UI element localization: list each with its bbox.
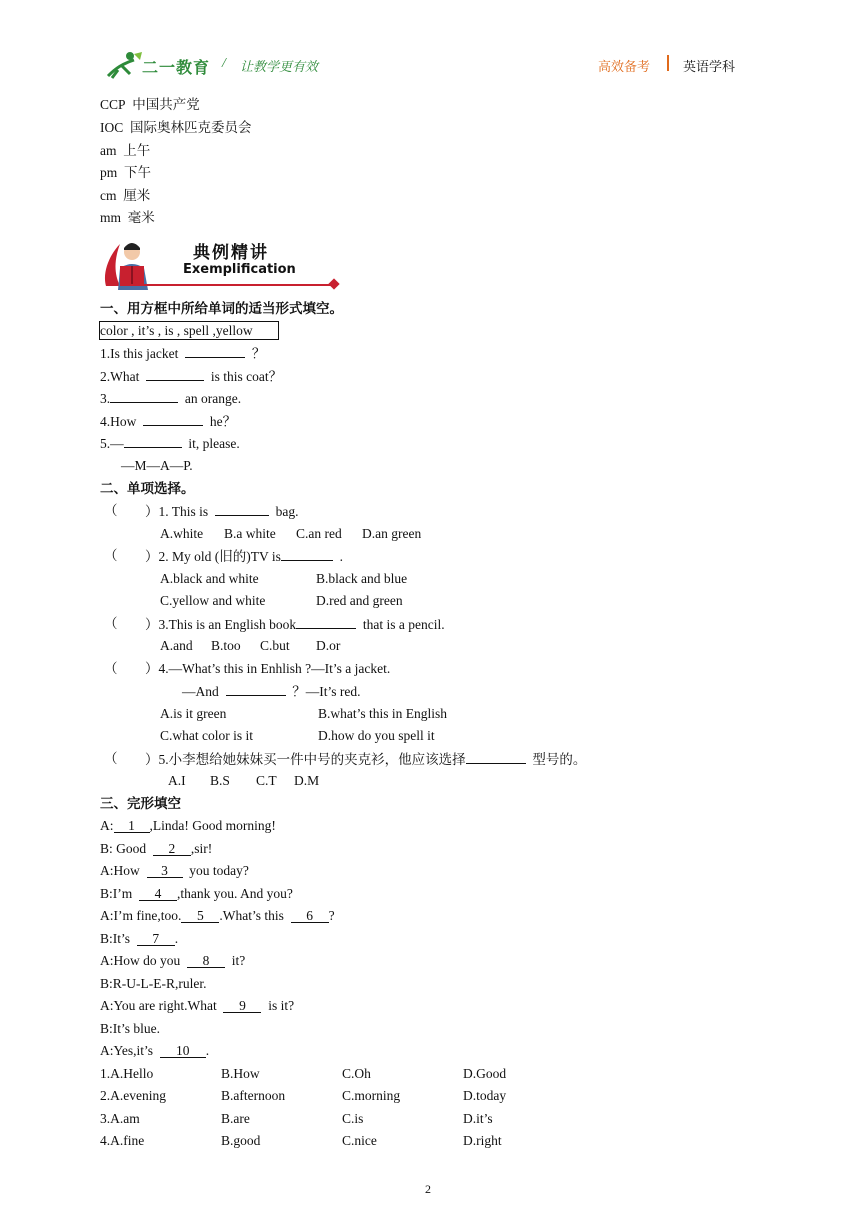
cloze-blank[interactable]: 6 <box>291 909 329 923</box>
option[interactable]: D.M <box>294 773 320 788</box>
mc-question: ）5.小李想给她妹妹买一件中号的夹克衫，他应该选择 型号的。 <box>145 752 587 767</box>
option[interactable]: D.or <box>316 638 341 653</box>
section2-heading: 二、单项选择。 <box>100 481 195 497</box>
option[interactable]: A.is it green <box>160 706 227 721</box>
cloze-blank[interactable]: 7 <box>137 932 175 946</box>
abbr-row: pm 下午 <box>100 165 152 180</box>
option[interactable]: C.what color is it <box>160 728 253 743</box>
answer-paren[interactable]: （ <box>104 548 118 563</box>
answer-paren[interactable]: （ <box>104 616 118 631</box>
option[interactable]: D.Good <box>463 1066 507 1081</box>
header-right-orange: 高效备考 <box>598 60 651 75</box>
cloze-blank[interactable]: 3 <box>147 864 183 878</box>
banner-diamond <box>328 278 339 289</box>
word-box-text: color , it’s , is , spell ,yellow <box>100 323 253 338</box>
blank <box>466 750 526 764</box>
cloze-blank[interactable]: 5 <box>181 909 219 923</box>
slogan: 让教学更有效 <box>240 60 319 75</box>
s1-item: 1.Is this jacket ？ <box>100 346 266 361</box>
answer-paren[interactable]: （ <box>104 661 118 676</box>
blank[interactable] <box>185 344 245 358</box>
dialogue-line: A:Yes,it’s 10 . <box>100 1043 210 1058</box>
dialogue-line: A:You are right.What 9 is it? <box>100 998 295 1013</box>
option[interactable]: B.black and blue <box>316 571 408 586</box>
dialogue-line: B:It’s blue. <box>100 1021 160 1036</box>
blank[interactable] <box>143 412 203 426</box>
option[interactable]: A.I <box>168 773 186 788</box>
option[interactable]: C.but <box>260 638 290 653</box>
option[interactable]: C.is <box>342 1111 364 1126</box>
option[interactable]: B.a white <box>224 526 276 541</box>
option[interactable]: D.red and green <box>316 593 403 608</box>
cloze-blank[interactable]: 8 <box>187 954 225 968</box>
option[interactable]: 3.A.am <box>100 1111 140 1126</box>
option[interactable]: A.and <box>160 638 193 653</box>
dialogue-line: A: 1 ,Linda! Good morning! <box>100 818 276 833</box>
option[interactable]: B.are <box>221 1111 250 1126</box>
option[interactable]: D.an green <box>362 526 422 541</box>
banner-title-cn: 典例精讲 <box>193 243 269 263</box>
option[interactable]: C.Oh <box>342 1066 371 1081</box>
option[interactable]: C.an red <box>296 526 342 541</box>
abbr-row: am 上午 <box>100 143 151 158</box>
dialogue-line: B:R-U-L-E-R,ruler. <box>100 976 207 991</box>
blank <box>226 682 286 696</box>
abbr-row: mm 毫米 <box>100 210 155 225</box>
abbr-row: cm 厘米 <box>100 188 151 203</box>
s1-answer-line: —M—A—P. <box>121 458 193 473</box>
option[interactable]: C.yellow and white <box>160 593 266 608</box>
runner-logo-icon <box>104 50 144 80</box>
dialogue-line: A:How 3 you today? <box>100 863 249 878</box>
option[interactable]: B.How <box>221 1066 260 1081</box>
header-separator <box>667 55 669 71</box>
dialogue-line: A:I’m fine,too. 5 .What’s this 6 ? <box>100 908 335 923</box>
banner-rule <box>120 284 334 286</box>
cloze-blank[interactable]: 2 <box>153 842 191 856</box>
header-right-subject: 英语学科 <box>683 60 736 75</box>
dialogue-line: B: Good 2 ,sir! <box>100 841 213 856</box>
option[interactable]: B.too <box>211 638 241 653</box>
option[interactable]: 1.A.Hello <box>100 1066 154 1081</box>
option[interactable]: C.nice <box>342 1133 377 1148</box>
banner-title-en: Exemplification <box>183 262 296 277</box>
blank[interactable] <box>146 367 204 381</box>
answer-paren[interactable]: （ <box>104 503 118 518</box>
s1-item: 2.What is this coat？ <box>100 369 283 384</box>
abbr-row: CCP 中国共产党 <box>100 97 200 112</box>
option[interactable]: A.black and white <box>160 571 259 586</box>
answer-paren[interactable]: （ <box>104 751 118 766</box>
option[interactable]: D.right <box>463 1133 502 1148</box>
option[interactable]: D.how do you spell it <box>318 728 435 743</box>
logo-text: 二一教育 <box>142 58 211 77</box>
option[interactable]: D.it’s <box>463 1111 493 1126</box>
cloze-blank[interactable]: 1 <box>114 819 150 833</box>
dialogue-line: B:It’s 7 . <box>100 931 179 946</box>
s1-item: 3. an orange. <box>100 391 242 406</box>
dialogue-line: B:I’m 4 ,thank you. And you? <box>100 886 293 901</box>
s1-item: 5.— it, please. <box>100 436 240 451</box>
option[interactable]: B.good <box>221 1133 261 1148</box>
blank <box>215 502 269 516</box>
blank[interactable] <box>124 434 182 448</box>
cloze-blank[interactable]: 9 <box>223 999 261 1013</box>
option[interactable]: B.S <box>210 773 230 788</box>
cloze-blank[interactable]: 4 <box>139 887 177 901</box>
blank <box>281 547 333 561</box>
option[interactable]: D.today <box>463 1088 507 1103</box>
option[interactable]: 4.A.fine <box>100 1133 145 1148</box>
mc-question: ）3.This is an English book that is a pencil. <box>145 617 445 632</box>
abbr-row: IOC 国际奥林匹克委员会 <box>100 120 252 135</box>
section3-heading: 三、完形填空 <box>100 796 181 812</box>
word-box <box>99 321 279 340</box>
mc-question: ）4.—What’s this in Enhlish ?—It’s a jacket. <box>145 661 391 676</box>
option[interactable]: C.morning <box>342 1088 401 1103</box>
dialogue-line: A:How do you 8 it? <box>100 953 246 968</box>
section1-heading: 一、用方框中所给单词的适当形式填空。 <box>100 301 343 317</box>
mc-question: ）1. This is bag. <box>145 504 299 519</box>
cloze-blank[interactable]: 10 <box>160 1044 206 1058</box>
option[interactable]: A.white <box>160 526 204 541</box>
option[interactable]: 2.A.evening <box>100 1088 166 1103</box>
slogan-divider: / <box>222 56 226 71</box>
page-number: 2 <box>425 1182 431 1196</box>
option[interactable]: C.T <box>256 773 277 788</box>
s1-item: 4.How he？ <box>100 414 237 429</box>
blank[interactable] <box>110 389 178 403</box>
option[interactable]: B.what’s this in English <box>318 706 448 721</box>
mc-question-line2: —And ？—It’s red. <box>182 684 361 699</box>
blank <box>296 615 356 629</box>
mc-question: ）2. My old (旧的)TV is . <box>145 549 344 564</box>
option[interactable]: B.afternoon <box>221 1088 286 1103</box>
